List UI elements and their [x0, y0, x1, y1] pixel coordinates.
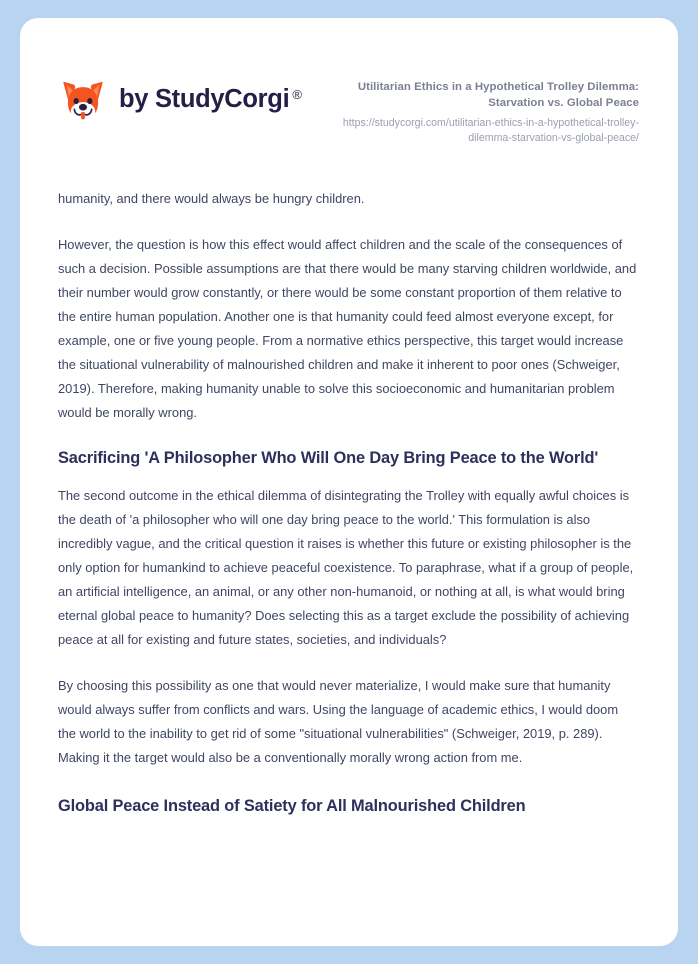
paragraph-continuation: humanity, and there would always be hungry children. — [58, 191, 365, 207]
corgi-face-icon — [60, 77, 106, 123]
paragraph-second-outcome: The second outcome in the ethical dilemma of disintegrating the Trolley with equally awful choices is the death of 'a philosopher who will one day bring peace to the world.' This formulation is also incredibly vague, and the critical question it raises is whether this future or existing philosopher is the only option for humankind to achieve peaceful coexistence. To paraphrase, what if a group of people, an artificial intelligence, an animal, or any other non-humanoid, or nothing at all, is what would bring eternal global peace to humanity? Does selecting this as a target exclude the possibility of achieving peace at all for existing and future states, societies, and individuals? — [58, 488, 634, 647]
section-heading-sacrificing-philosopher: Sacrificing 'A Philosopher Who Will One Day Bring Peace to the World' — [58, 448, 599, 467]
paragraph-choosing-possibility: By choosing this possibility as one that would never materialize, I would make sure that humanity would always suffer from conflicts and wars. Using the language of academic ethics, I would doom the world to the inability to get rid of some "situational vulnerabilities" (Schweiger, 2019, p. 289). Making it the target would also be a conventionally morally wrong action from me. — [58, 677, 619, 765]
article-body — [20, 187, 678, 818]
brand-logo-group[interactable] — [60, 71, 302, 123]
section-heading-global-peace: Global Peace Instead of Satiety for All Malnourished Children — [58, 797, 526, 816]
registered-trademark-icon: ® — [292, 87, 302, 103]
paragraph-assumptions: However, the question is how this effect would affect children and the scale of the consequences of such a decision. Possible assumptions are that there would be many starving children worldwide, and their number would grow constantly, or there would be some constant proportion of them relative to the entire human population. Another one is that humanity could feed almost everyone except, for example, one or five young people. From a normative ethics perspective, this target would increase the situational vulnerability of malnourished children and make it inherent to poor ones (Schweiger, 2019). Therefore, making humanity unable to solve this socioeconomic and humanitarian problem would be morally wrong. — [58, 237, 637, 420]
brand-name-text: by StudyCorgi — [119, 85, 290, 114]
document-paper — [20, 18, 678, 946]
document-header — [20, 18, 678, 146]
document-title: Utilitarian Ethics in a Hypothetical Trolley Dilemma: Starvation vs. Global Peace — [357, 81, 639, 110]
brand-wordmark — [119, 87, 302, 113]
header-meta — [314, 71, 639, 146]
document-url[interactable]: https://studycorgi.com/utilitarian-ethics-in-a-hypothetical-trolley-dilemma-starvation-vs-global-peace/ — [342, 117, 639, 145]
